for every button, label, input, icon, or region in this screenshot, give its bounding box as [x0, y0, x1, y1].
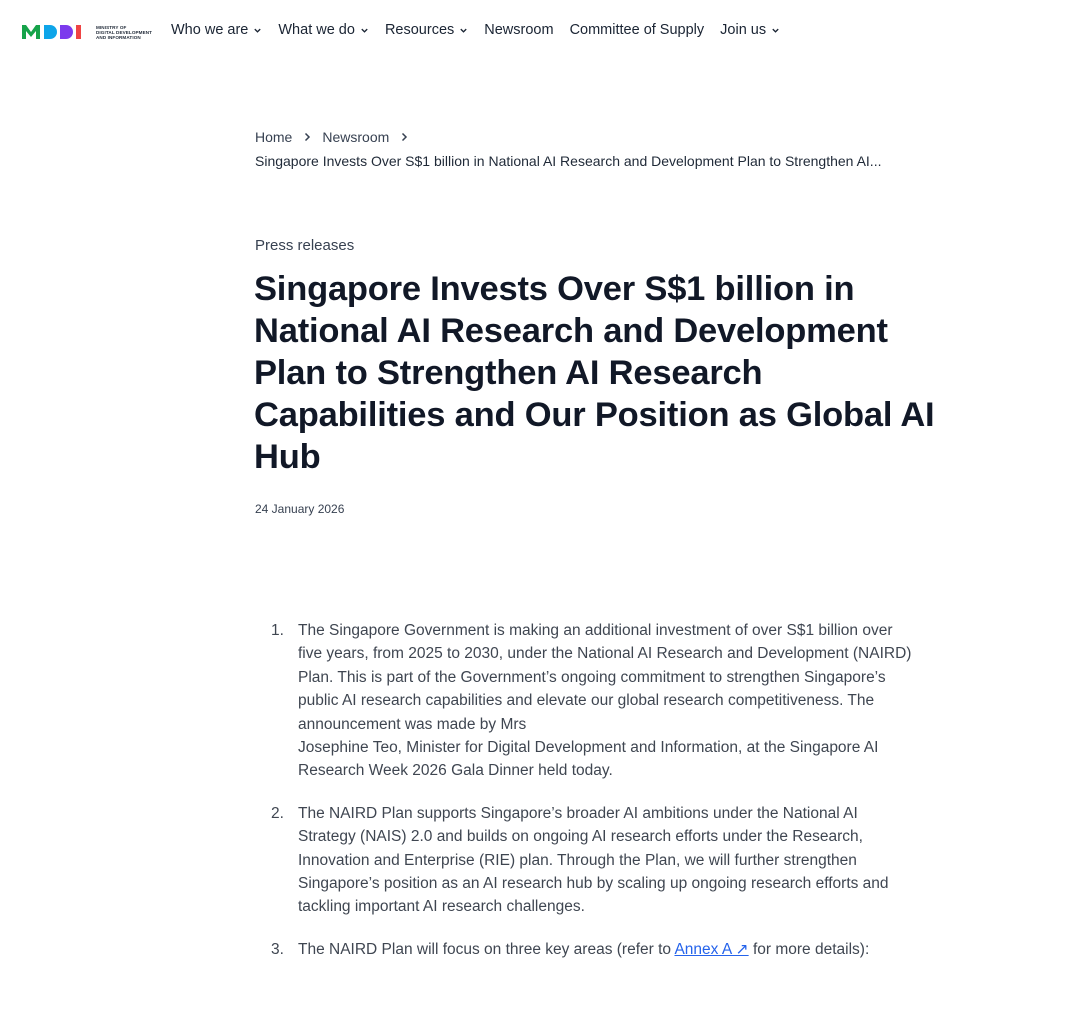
logo-wordmark [96, 25, 152, 40]
chevron-right-icon [303, 132, 311, 142]
logo-text-line: AND INFORMATION [96, 34, 141, 40]
nav-item-join-us[interactable] [720, 22, 780, 38]
breadcrumb-trail [255, 129, 955, 145]
logo-text-line: MINISTRY OF [96, 24, 127, 30]
nav-item-committee-of-supply[interactable] [570, 22, 705, 38]
breadcrumb-newsroom-link[interactable]: Newsroom [322, 129, 390, 145]
list-item [255, 938, 915, 961]
breadcrumb [255, 129, 955, 169]
paragraph-text: The NAIRD Plan supports Singapore’s broader AI ambitions under the National AI Strategy (NAIS) 2.0 and builds on ongoing AI research efforts under the Research, Innovation and Enterprise (RIE) plan. Through the Plan, we will further strengthen Singapore’s position as an AI research hub by scaling up ongoing research efforts and tackling important AI research challenges. [298, 804, 889, 916]
page-title: Singapore Invests Over S$1 billion in National AI Research and Development Plan to Strengthen AI Research Capabilities and Our Position as Global AI Hub [254, 270, 935, 476]
nav-item-label: What we do [278, 22, 355, 38]
mddi-logo-mark-icon [22, 23, 90, 41]
nav-item-label: Resources [384, 22, 455, 38]
nav-item-who-we-are[interactable] [171, 22, 262, 38]
nav-item-label: Newsroom [484, 22, 554, 38]
nav-item-label: Who we are [171, 22, 249, 38]
article-category: Press releases [255, 237, 355, 254]
annex-a-link[interactable]: Annex A ↗ [674, 940, 749, 958]
list-item [255, 802, 915, 919]
article-date: 24 January 2026 [255, 502, 345, 516]
logo-text-line: DIGITAL DEVELOPMENT [96, 29, 153, 35]
list-item-number: 1. [271, 622, 284, 639]
nav-item-newsroom[interactable] [484, 22, 553, 38]
main-nav [171, 22, 796, 38]
chevron-right-icon [400, 132, 408, 142]
chevron-down-icon [459, 26, 468, 35]
list-item-number: 2. [271, 804, 284, 822]
nav-item-what-we-do[interactable] [278, 22, 369, 38]
nav-item-resources[interactable] [385, 22, 468, 38]
chevron-down-icon [771, 26, 780, 35]
breadcrumb-current-page: Singapore Invests Over S$1 billion in National AI Research and Development Plan to Strengthen AI... [255, 153, 882, 169]
list-item-number: 3. [271, 940, 284, 958]
chevron-down-icon [253, 26, 262, 35]
paragraph-text: The NAIRD Plan will focus on three key areas (refer to [298, 940, 675, 958]
article-body [255, 619, 915, 980]
list-item [255, 619, 915, 783]
nav-item-label: Committee of Supply [569, 22, 705, 38]
paragraph-text: for more details): [748, 940, 870, 958]
paragraph-text: The Singapore Government is making an additional investment of over S$1 billion over five years, from 2025 to 2030, under the National AI Research and Development (NAIRD) Plan. This is part of the Government’s ongoing commitment to strengthen Singapore’s public AI research capabilities and elevate our global research competitiveness. The announcement was made by Mrs [298, 622, 912, 733]
chevron-down-icon [360, 26, 369, 35]
nav-item-label: Join us [720, 22, 767, 38]
paragraph-text: Josephine Teo, Minister for Digital Development and Information, at the Singapore AI Research Week 2026 Gala Dinner held today. [298, 739, 879, 780]
site-header [0, 0, 1080, 64]
breadcrumb-home-link[interactable]: Home [255, 129, 293, 145]
mddi-logo[interactable] [22, 22, 152, 42]
